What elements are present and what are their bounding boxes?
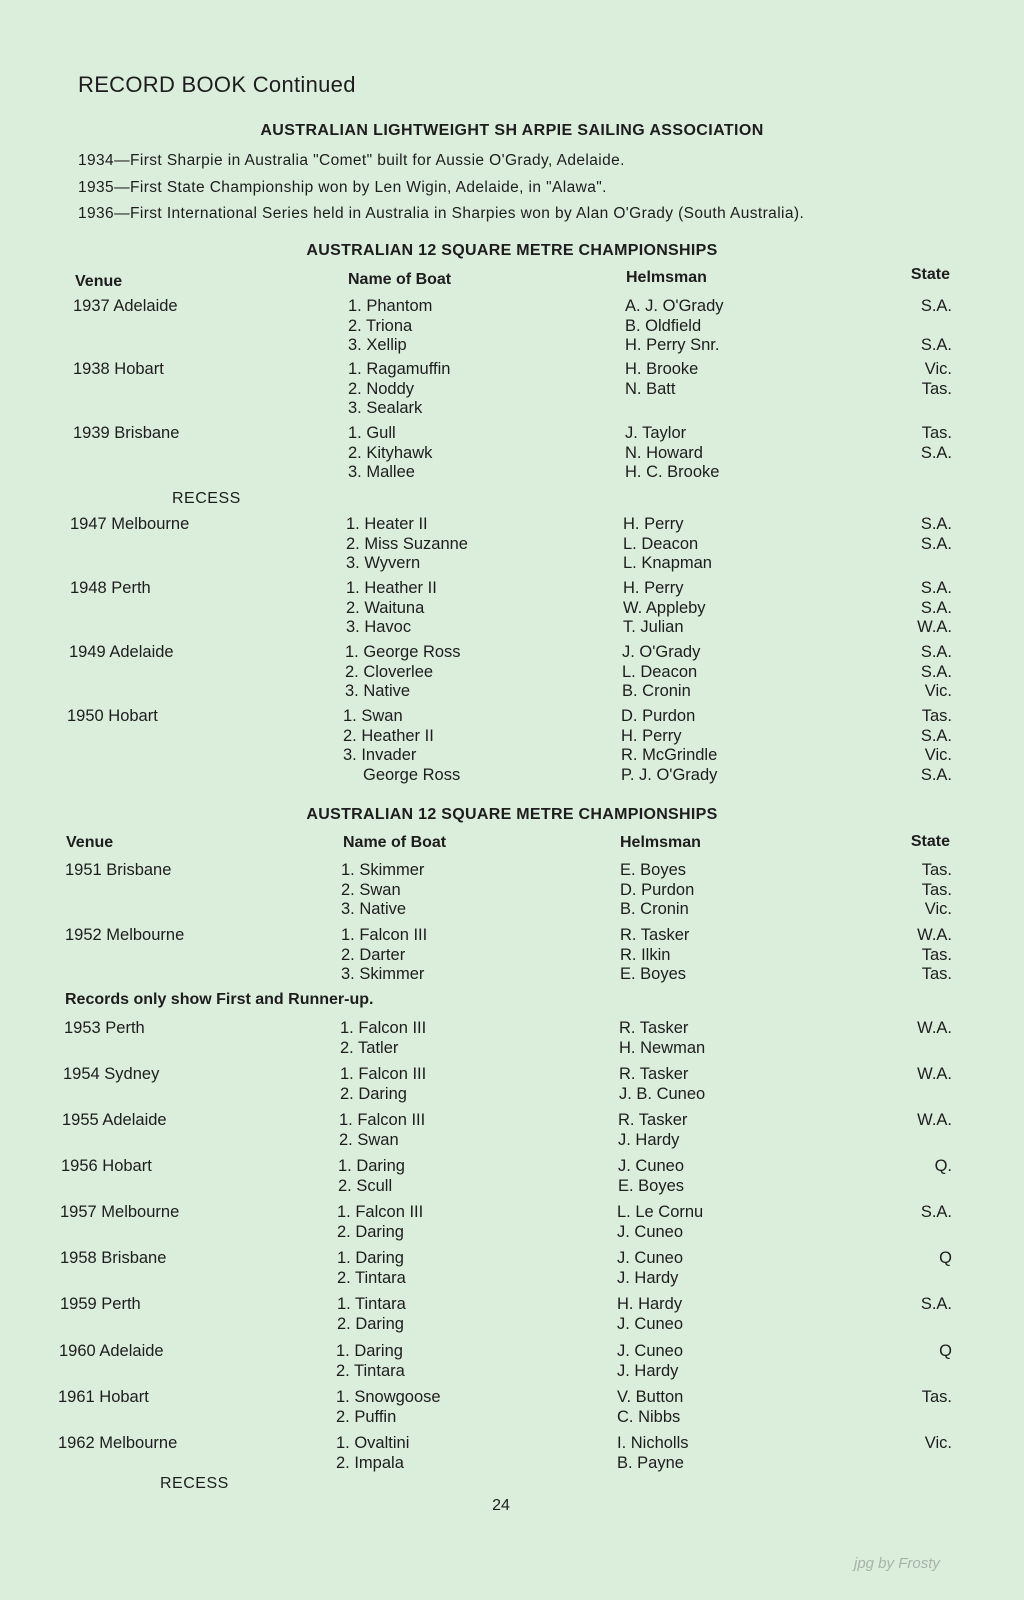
state-value: Tas. — [921, 965, 952, 983]
state-value: W.A. — [917, 926, 952, 944]
helmsman-name-column — [617, 1434, 689, 1473]
boat-name: 1. Ragamuffin — [348, 360, 451, 378]
state-value — [880, 1177, 952, 1197]
state-value-column — [880, 424, 952, 483]
helmsman-name-column — [620, 926, 689, 985]
helmsman-name: L. Deacon — [622, 662, 698, 681]
state-value: W.A. — [917, 1019, 952, 1037]
helmsman-column-header: Helmsman — [626, 269, 707, 286]
helmsman-name: L. Knapman — [623, 554, 712, 572]
boat-name: 3. Native — [345, 682, 411, 700]
helmsman-name-column — [619, 1065, 705, 1104]
championship-title: AUSTRALIAN 12 SQUARE METRE CHAMPIONSHIPS — [306, 806, 718, 823]
boat-name: 2. Kityhawk — [348, 443, 433, 462]
state-value-column — [880, 643, 952, 702]
helmsman-name: E. Boyes — [618, 1176, 685, 1195]
boat-name: 1. Swan — [343, 707, 403, 725]
boat-name-column — [348, 424, 432, 483]
state-value-column — [880, 1388, 952, 1427]
boat-name: 2. Daring — [337, 1222, 404, 1241]
helmsman-name: J. Taylor — [625, 424, 687, 442]
boat-name-column — [348, 360, 450, 419]
entry-venue: 1962 Melbourne — [58, 1434, 178, 1452]
helmsman-name: R. Ilkin — [620, 945, 671, 964]
state-value: S.A. — [920, 515, 952, 533]
boat-name: 1. Gull — [348, 424, 396, 442]
boat-name: 3. Wyvern — [346, 554, 421, 572]
helmsman-name-column — [621, 707, 717, 785]
boat-name-column — [337, 1203, 423, 1242]
state-value — [880, 463, 952, 483]
state-value: Tas. — [921, 379, 952, 398]
boat-name: 2. Miss Suzanne — [346, 534, 468, 553]
helmsman-name: H. C. Brooke — [625, 463, 720, 481]
boat-name: 1. Tintara — [337, 1295, 406, 1313]
helmsman-name: B. Oldfield — [625, 316, 702, 335]
helmsman-name: H. Perry — [621, 726, 682, 745]
boat-name: 3. Native — [341, 900, 407, 918]
helmsman-name: J. Cuneo — [617, 1222, 684, 1241]
page-heading: RECORD BOOK Continued — [78, 72, 356, 97]
helmsman-name — [625, 399, 698, 419]
helmsman-name: D. Purdon — [620, 880, 695, 899]
entry-venue: 1937 Adelaide — [73, 297, 178, 315]
state-value — [880, 1315, 952, 1335]
state-value-column — [880, 515, 952, 574]
boat-name: 1. Heather II — [346, 579, 437, 597]
entry-venue: 1955 Adelaide — [62, 1111, 167, 1129]
entry-venue: 1958 Brisbane — [60, 1249, 167, 1267]
boat-name: 2. Cloverlee — [345, 662, 434, 681]
helmsman-name: J. Hardy — [618, 1130, 680, 1149]
boat-name: 1. Phantom — [348, 297, 433, 315]
state-value — [880, 1454, 952, 1474]
entry-venue: 1954 Sydney — [63, 1065, 160, 1083]
helmsman-name: H. Perry — [623, 515, 684, 533]
helmsman-name: A. J. O'Grady — [625, 297, 724, 315]
state-value: W.A. — [917, 1065, 952, 1083]
state-value — [880, 1039, 952, 1059]
helmsman-name: L. Deacon — [623, 534, 699, 553]
state-value — [880, 1223, 952, 1243]
championship-title: AUSTRALIAN 12 SQUARE METRE CHAMPIONSHIPS — [306, 242, 718, 259]
boat-name: 1. Falcon III — [337, 1203, 424, 1221]
helmsman-name: B. Payne — [617, 1453, 684, 1472]
recess-label: RECESS — [160, 1475, 229, 1492]
boat-name: 1. Skimmer — [341, 861, 425, 879]
state-value: Tas. — [921, 880, 952, 899]
state-value: S.A. — [920, 1295, 952, 1313]
state-value: Tas. — [921, 1388, 952, 1406]
helmsman-name: J. Cuneo — [618, 1157, 685, 1175]
entry-venue: 1950 Hobart — [67, 707, 158, 725]
helmsman-name: H. Perry — [623, 579, 684, 597]
entry-venue: 1948 Perth — [70, 579, 151, 597]
state-value: W.A. — [917, 618, 952, 636]
state-value — [880, 1362, 952, 1382]
helmsman-name-column — [623, 579, 706, 638]
scan-credit: jpg by Frosty — [854, 1555, 940, 1572]
helmsman-name-column — [617, 1295, 683, 1334]
state-value-column — [880, 1157, 952, 1196]
boat-name: 2. Scull — [338, 1176, 393, 1195]
helmsman-name: P. J. O'Grady — [621, 765, 718, 784]
helmsman-name: T. Julian — [623, 618, 684, 636]
recess-label: RECESS — [172, 490, 241, 507]
boat-name: 2. Impala — [336, 1453, 404, 1472]
state-value: S.A. — [920, 662, 952, 681]
boat-name: 1. Daring — [337, 1249, 404, 1267]
state-value: Tas. — [921, 861, 952, 879]
boat-name-column — [346, 515, 468, 574]
entry-venue: 1952 Melbourne — [65, 926, 185, 944]
entry-venue: 1949 Adelaide — [69, 643, 174, 661]
helmsman-name: N. Howard — [625, 443, 703, 462]
boat-name-column — [337, 1249, 406, 1288]
state-value-column — [880, 1111, 952, 1150]
venue-column-header: Venue — [66, 834, 114, 851]
boat-name: 1. Ovaltini — [336, 1434, 410, 1452]
helmsman-name: N. Batt — [625, 379, 676, 398]
helmsman-name: R. Tasker — [619, 1019, 689, 1037]
state-value-column — [880, 926, 952, 985]
state-value: Vic. — [924, 360, 952, 378]
state-value-column — [880, 360, 952, 419]
boat-name: 3. Skimmer — [341, 965, 425, 983]
state-value: Tas. — [921, 707, 952, 725]
boat-name: 2. Swan — [341, 880, 401, 899]
boat-name-column — [336, 1434, 409, 1473]
helmsman-name-column — [622, 643, 700, 702]
state-value-column — [880, 707, 952, 785]
boat-column-header: Name of Boat — [348, 271, 452, 288]
helmsman-name-column — [620, 861, 694, 920]
helmsman-name: V. Button — [617, 1388, 684, 1406]
state-value: Q — [939, 1249, 952, 1267]
state-value-column — [880, 861, 952, 920]
boat-name: 1. Daring — [336, 1342, 403, 1360]
boat-name: 2. Noddy — [348, 379, 415, 398]
helmsman-name-column — [623, 515, 712, 574]
helmsman-name-column — [625, 360, 698, 419]
helmsman-name: I. Nicholls — [617, 1434, 689, 1452]
state-value: S.A. — [920, 1203, 952, 1221]
state-value: Tas. — [921, 945, 952, 964]
boat-name-column — [348, 297, 432, 356]
helmsman-name: J. Hardy — [617, 1361, 679, 1380]
boat-name: 2. Tatler — [340, 1038, 399, 1057]
state-value — [880, 317, 952, 337]
helmsman-name-column — [625, 297, 724, 356]
state-value: S.A. — [920, 598, 952, 617]
helmsman-name: J. Hardy — [617, 1268, 679, 1287]
boat-name: 1. Falcon III — [340, 1019, 427, 1037]
entry-venue: 1959 Perth — [60, 1295, 141, 1313]
state-value: Vic. — [924, 900, 952, 918]
entry-venue: 1961 Hobart — [58, 1388, 149, 1406]
helmsman-name: J. Cuneo — [617, 1314, 684, 1333]
boat-name-column — [340, 1019, 426, 1058]
state-value: S.A. — [920, 336, 952, 354]
state-value: Vic. — [924, 682, 952, 700]
state-value-column — [880, 1065, 952, 1104]
boat-name-column — [345, 643, 461, 702]
boat-name-column — [336, 1388, 441, 1427]
helmsman-name: R. Tasker — [618, 1111, 688, 1129]
helmsman-name-column — [618, 1111, 687, 1150]
helmsman-column-header: Helmsman — [620, 834, 701, 851]
helmsman-name: L. Le Cornu — [617, 1203, 704, 1221]
boat-name: 2. Swan — [339, 1130, 399, 1149]
boat-name: 2. Triona — [348, 316, 413, 335]
boat-name: 1. Falcon III — [339, 1111, 426, 1129]
helmsman-name: H. Perry Snr. — [625, 336, 720, 354]
boat-name-column — [341, 861, 424, 920]
state-value — [880, 1269, 952, 1289]
helmsman-name-column — [625, 424, 719, 483]
helmsman-name: J. O'Grady — [622, 643, 701, 661]
helmsman-name: B. Cronin — [620, 900, 689, 918]
state-value: S.A. — [920, 534, 952, 553]
boat-name: 2. Heather II — [343, 726, 434, 745]
helmsman-name-column — [617, 1388, 683, 1427]
boat-name: 1. Falcon III — [341, 926, 428, 944]
state-value: S.A. — [920, 297, 952, 315]
helmsman-name-column — [619, 1019, 705, 1058]
state-value-column — [880, 1019, 952, 1058]
helmsman-name-column — [617, 1203, 703, 1242]
state-value: S.A. — [920, 643, 952, 661]
helmsman-name-column — [617, 1342, 683, 1381]
state-value — [880, 399, 952, 419]
boat-name-column — [343, 707, 460, 785]
state-value-column — [880, 297, 952, 356]
page-number: 24 — [492, 1497, 510, 1514]
state-value — [880, 554, 952, 574]
boat-name: 2. Tintara — [336, 1361, 405, 1380]
state-value-column — [880, 1203, 952, 1242]
boat-name: 2. Daring — [340, 1084, 407, 1103]
boat-column-header: Name of Boat — [343, 834, 447, 851]
entry-venue: 1951 Brisbane — [65, 861, 172, 879]
state-value-column — [880, 1249, 952, 1288]
boat-name: 2. Daring — [337, 1314, 404, 1333]
boat-name-column — [339, 1111, 425, 1150]
venue-column-header: Venue — [75, 273, 123, 290]
boat-name: 2. Puffin — [336, 1407, 397, 1426]
boat-name: 3. Xellip — [348, 336, 407, 354]
association-title: AUSTRALIAN LIGHTWEIGHT SH ARPIE SAILING ASSOCIATION — [260, 122, 764, 139]
helmsman-name: E. Boyes — [620, 861, 687, 879]
boat-name-column — [337, 1295, 406, 1334]
helmsman-name: D. Purdon — [621, 707, 696, 725]
boat-name: 3. Mallee — [348, 463, 415, 481]
helmsman-name: J. Cuneo — [617, 1342, 684, 1360]
boat-name: 1. Daring — [338, 1157, 405, 1175]
boat-name: George Ross — [363, 765, 461, 784]
entry-venue: 1957 Melbourne — [60, 1203, 180, 1221]
state-value — [880, 1408, 952, 1428]
boat-name: 3. Invader — [343, 746, 417, 764]
helmsman-name: E. Boyes — [620, 965, 687, 983]
boat-name: 2. Darter — [341, 945, 406, 964]
state-value: Tas. — [921, 424, 952, 442]
boat-name-column — [340, 1065, 426, 1104]
state-column-header: State — [910, 833, 950, 850]
history-line: 1936—First International Series held in Australia in Sharpies won by Alan O'Grady (South Australia). — [78, 205, 805, 222]
helmsman-name: W. Appleby — [623, 598, 706, 617]
entry-venue: 1960 Adelaide — [59, 1342, 164, 1360]
boat-name: 3. Havoc — [346, 618, 412, 636]
helmsman-name: B. Cronin — [622, 682, 691, 700]
helmsman-name: H. Newman — [619, 1038, 706, 1057]
entry-venue: 1956 Hobart — [61, 1157, 152, 1175]
state-value: S.A. — [920, 726, 952, 745]
state-value-column — [880, 1295, 952, 1334]
state-value: W.A. — [917, 1111, 952, 1129]
boat-name: 3. Sealark — [348, 399, 423, 417]
helmsman-name-column — [618, 1157, 684, 1196]
history-line: 1935—First State Championship won by Len Wigin, Adelaide, in "Alawa". — [78, 179, 607, 196]
helmsman-name: R. Tasker — [619, 1065, 689, 1083]
helmsman-name: C. Nibbs — [617, 1407, 681, 1426]
state-value-column — [880, 1434, 952, 1473]
boat-name: 2. Tintara — [337, 1268, 406, 1287]
boat-name: 1. Falcon III — [340, 1065, 427, 1083]
state-column-header: State — [910, 266, 950, 283]
helmsman-name: R. Tasker — [620, 926, 690, 944]
entry-venue: 1938 Hobart — [73, 360, 164, 378]
state-value: S.A. — [920, 443, 952, 462]
boat-name: 2. Waituna — [346, 598, 425, 617]
history-line: 1934—First Sharpie in Australia "Comet" built for Aussie O'Grady, Adelaide. — [78, 152, 625, 169]
helmsman-name: J. Cuneo — [617, 1249, 684, 1267]
boat-name: 1. George Ross — [345, 643, 461, 661]
helmsman-name: J. B. Cuneo — [619, 1084, 706, 1103]
state-value: Q. — [934, 1157, 952, 1175]
state-value: Vic. — [924, 1434, 952, 1452]
records-note: Records only show First and Runner-up. — [65, 991, 374, 1008]
state-value-column — [880, 579, 952, 638]
helmsman-name: R. McGrindle — [621, 746, 718, 764]
helmsman-name: H. Hardy — [617, 1295, 683, 1313]
boat-name-column — [341, 926, 427, 985]
boat-name: 1. Snowgoose — [336, 1388, 441, 1406]
state-value — [880, 1085, 952, 1105]
entry-venue: 1939 Brisbane — [73, 424, 180, 442]
state-value-column — [880, 1342, 952, 1381]
state-value: Vic. — [924, 746, 952, 764]
boat-name: 1. Heater II — [346, 515, 428, 533]
state-value — [880, 1131, 952, 1151]
boat-name-column — [336, 1342, 405, 1381]
state-value: Q — [939, 1342, 952, 1360]
boat-name-column — [338, 1157, 405, 1196]
entry-venue: 1947 Melbourne — [70, 515, 190, 533]
state-value: S.A. — [920, 765, 952, 784]
helmsman-name-column — [617, 1249, 683, 1288]
helmsman-name: H. Brooke — [625, 360, 699, 378]
entry-venue: 1953 Perth — [64, 1019, 145, 1037]
state-value: S.A. — [920, 579, 952, 597]
boat-name-column — [346, 579, 437, 638]
